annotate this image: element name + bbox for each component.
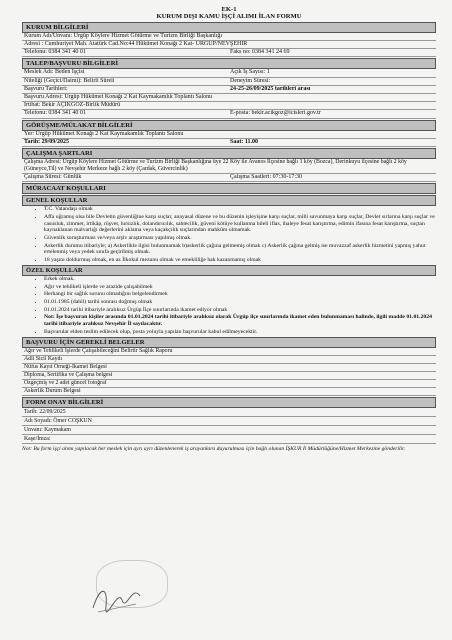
onay-ad: Adı Soyadı: Ömer COŞKUN [22, 417, 436, 426]
talep-nitelik: Niteliği (Geçici/Daimi): Belirli Süreli [24, 77, 115, 84]
talep-row-3 [22, 86, 436, 94]
calisma-adresi: Çalışma Adresi: Ürgüp Köylere Hizmet Götürme ve Turizm Birliği Başkanlığına üye 22 Köy ile Avanos İlçesine bağlı 1 köy (Bozca), Derinkuyu ilçesine bağlı 2 köy (Güneyce,Til) ve Nevşehir Merkeze bağlı 2 köy (Çardak, Güvercinlik) [22, 159, 436, 174]
form-code: EK-1 [221, 6, 237, 13]
gorusme-saat: Saat: 11.00 [230, 138, 259, 145]
ozel-item: • Başvurular elden teslim edilecek olup, posta yoluyla yapılan başvurular kabul edilmeyecektir. [44, 329, 436, 336]
talep-tarihler-label: Başvuru Tarihleri: [24, 85, 68, 92]
talep-eposta: E-posta: bekir.acikgoz@icisleri.gov.tr [230, 110, 321, 117]
section-talep: TALEP/BAŞVURU BİLGİLERİ [22, 58, 436, 69]
ozel-item: • Erkek olmak. [44, 276, 436, 283]
calisma-sure: Çalışma Süresi: Günlük [24, 174, 82, 181]
talep-irtibat: İrtibat: Bekir AÇIKGÖZ-Birlik Müdürü [22, 102, 436, 110]
ozel-item-note: • Not: İşe başvuran kişiler arasında 01.01.2024 tarihi itibariyle aralıksız olarak Ürgüp ilçe sınırlarında ikamet eden bulunmaması halinde, ilgili madde 01.01.2024 tarihi itibariyle aralıksız Nevşehir İl sayılacaktır. [44, 314, 436, 327]
section-form-onay: FORM ONAY BİLGİLERİ [22, 397, 436, 408]
talep-adres: Başvuru Adresi: Ürgüp Hükümet Konağı 2 Kat Kaymakamlık Toplantı Salonu [22, 94, 436, 102]
talep-tarihler-value: 24-25-26/09/2025 tarihleri arası [230, 85, 311, 92]
section-gorusme: GÖRÜŞME/MÜLAKAT BİLGİLERİ [22, 120, 436, 131]
belge-item: Diploma, Sertifika ve Çalışma belgesi [22, 372, 436, 380]
form-title: KURUM DIŞI KAMU İŞÇİ ALIMI İLAN FORMU [156, 13, 302, 21]
ozel-item: • Ağır ve tehlikeli işlerde ve arazide çalışabilmek [44, 284, 436, 291]
kurum-telefon: Telefonu: 0384 341 40 01 [24, 49, 86, 56]
onay-unvan: Unvanı: Kaymakam [22, 426, 436, 435]
section-genel: GENEL KOŞULLAR [22, 195, 436, 206]
signature [88, 578, 148, 618]
belge-item: Özgeçmiş ve 2 adet güncel fotoğraf [22, 380, 436, 388]
ozel-item: • 01.01.2024 tarihi itibariyle aralıksız Ürgüp İlçe sınırlarında ikamet ediyor olmak [44, 307, 436, 314]
kurum-faks: Faks no: 0384 341 24 69 [230, 49, 290, 56]
section-ozel: ÖZEL KOŞULLAR [22, 265, 436, 276]
calisma-row-2 [22, 174, 436, 182]
ozel-item: • Herhangi bir sağlık sorunu olmadığını belgelendirmek [44, 291, 436, 298]
section-muracaat: MÜRACAAT KOŞULLARI [22, 183, 436, 194]
onay-tarih: Tarih: 22/09/2025 [22, 408, 436, 417]
talep-telefon: Telefonu: 0384 341 40 01 [24, 110, 86, 117]
onay-kase: Kaşe/İmza: [22, 435, 436, 444]
kurum-ad: Kurum Adı/Unvanı: Ürgüp Köylere Hizmet Götürme ve Turizm Birliği Başkanlığı [22, 33, 436, 41]
calisma-saatler: Çalışma Saatleri: 07:30-17:30 [230, 174, 302, 181]
belge-item: Adli Sicil Kaydı [22, 356, 436, 364]
talep-deneyim: Deneyim Süresi: [230, 77, 271, 84]
section-kurum: KURUM BİLGİLERİ [22, 22, 436, 33]
kurum-contact [22, 49, 436, 57]
belge-item: Ağır ve Tehlikeli İşlerde Çalışabileceğini Belirtir Sağlık Raporu [22, 348, 436, 356]
kurum-adres: Adresi : Cumhuriyet Mah. Atatürk Cad.No:44 Hükümet Konağı 2 Kat- ÜRGÜP/NEVŞEHİR [22, 41, 436, 49]
gorusme-row-2 [22, 139, 436, 147]
genel-item: • Affa uğramış olsa bile Devletin güvenliğine karşı suçlar, anayasal düzene ve bu düzenin işleyişine karşı suçlar, milli savunmaya karşı suçlar, Devlet sırlarına karşı suçlar ve casusluk, zimmet, irtikâp, rüşvet, hırsızlık, dolandırıcılık, sahtecilik, güveni kötüye kullanma hileli iflas, ihaleye fesat karıştırma, edimin ifasına fesat karıştırma, suçtan kaynaklanan malvarlığı değerlerini aklama veya kaçakçılık suçlarından mahkûm olmamak. [44, 214, 436, 234]
genel-item: • 18 yaşını doldurmuş olmak, en az İlkokul mezunu olmak ve emekliliğe hak kazanmamış olmak [44, 257, 436, 264]
genel-item: • Güvenlik soruşturması ve/veya arşiv araştırması yapılmış olmak. [44, 235, 436, 242]
gorusme-tarih: Tarih: 29/09/2025 [24, 138, 69, 145]
belge-item: Nüfus Kayıt Örneği-İkamet Belgesi [22, 364, 436, 372]
talep-row-1 [22, 69, 436, 77]
section-belgeler: BAŞVURU İÇİN GEREKLİ BELGELER [22, 337, 436, 348]
section-calisma: ÇALIŞMA ŞARTLARI [22, 148, 436, 159]
talep-row-6 [22, 110, 436, 118]
footer-note: Not: Bu form işçi alımı yapılacak her meslek için ayrı ayrı düzenlenerek iş arayanlara duyurulması için bağlı olunan İŞKUR İl Müdürlüğüne/Hizmet Merkezine gönderilir. [22, 445, 406, 452]
genel-item: • Askerlik durumu itibariyle; a) Askerlikle ilgisi bulunmamak b)askerlik çağına gelmemiş olmak c) Askerlik çağına gelmiş ise muvazzaf askerlik hizmetini yapmış yahut ertelenmiş veya yedek sınıfa geçirilmiş olmak. [44, 243, 436, 256]
talep-acik: Açık İş Sayısı: 1 [230, 69, 270, 76]
genel-list [22, 206, 436, 264]
ozel-item: • 01.01.1985 (dahil) tarihi sonrası doğmuş olmak [44, 299, 436, 306]
talep-row-2 [22, 78, 436, 86]
talep-meslek: Meslek Adı: Beden İşçisi [24, 69, 85, 76]
gorusme-yer: Yer: Ürgüp Hükümet Konağı 2 Kat Kaymakamlık Toplantı Salonu [22, 131, 436, 139]
belge-item: Askerlik Durum Belgesi [22, 388, 436, 396]
genel-item: • T.C. Vatandaşı olmak [44, 206, 436, 213]
ozel-list [22, 276, 436, 336]
